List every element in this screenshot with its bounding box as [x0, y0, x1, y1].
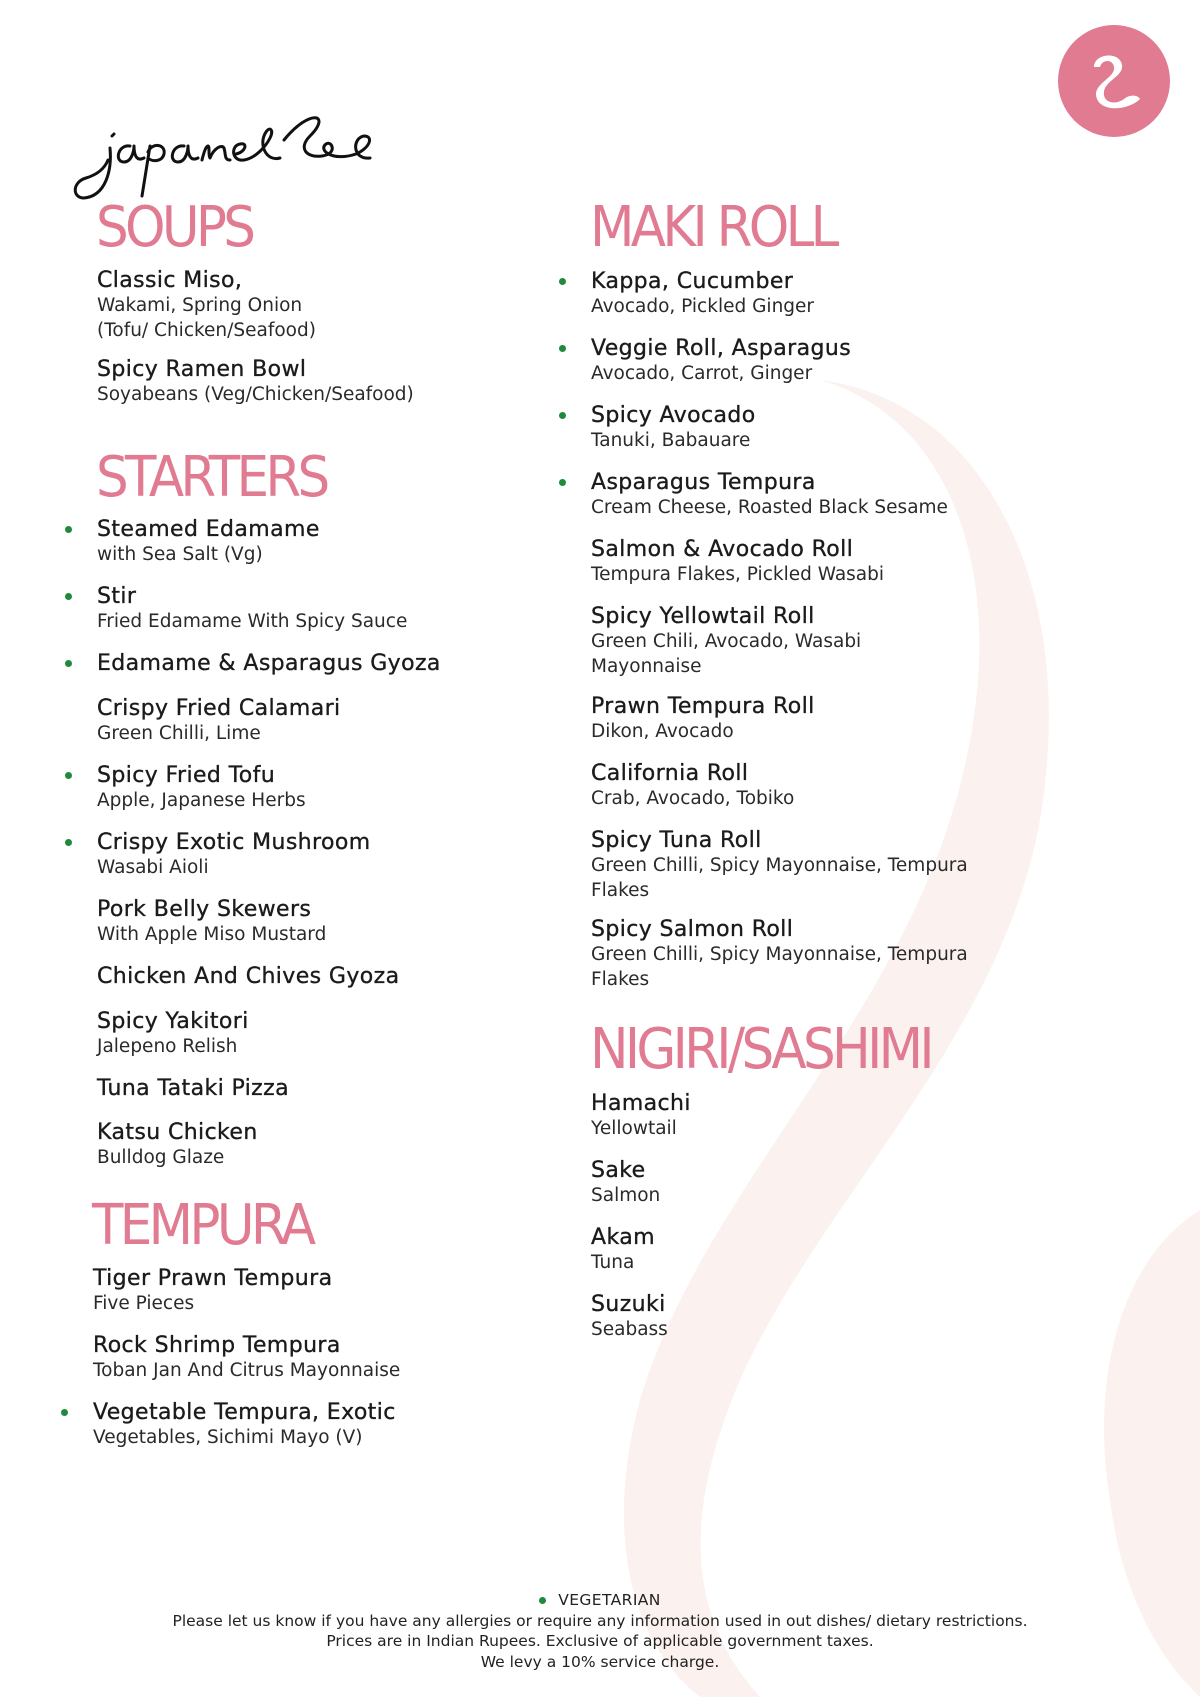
item-name: Spicy Avocado — [591, 403, 756, 428]
section-title-tempura: TEMPURA — [92, 1193, 313, 1258]
item-name: Spicy Yakitori — [97, 1009, 249, 1034]
item-name: Suzuki — [591, 1292, 666, 1317]
menu-item — [97, 517, 320, 567]
menu-item — [97, 897, 326, 947]
menu-item — [591, 694, 815, 744]
item-name: Asparagus Tempura — [591, 470, 816, 495]
item-name: Spicy Tuna Roll — [591, 828, 762, 853]
menu-item — [97, 830, 371, 880]
menu-item — [591, 1225, 655, 1275]
menu-item — [93, 1333, 400, 1383]
item-description: Flakes — [591, 880, 650, 901]
item-name: Prawn Tempura Roll — [591, 694, 815, 719]
menu-item — [97, 763, 306, 813]
item-name: Sake — [591, 1158, 646, 1183]
menu-item — [97, 964, 399, 989]
item-description: Dikon, Avocado — [591, 721, 734, 742]
menu-item — [591, 1158, 660, 1208]
item-description: Salmon — [591, 1185, 661, 1206]
vegetarian-dot-icon — [559, 278, 566, 285]
item-name: Crispy Fried Calamari — [97, 696, 341, 721]
menu-item — [591, 828, 968, 903]
vegetarian-dot-icon — [559, 412, 566, 419]
swan-logo-icon — [1058, 25, 1170, 137]
menu-item — [97, 651, 441, 676]
item-description: Mayonnaise — [591, 656, 702, 677]
item-name: Chicken And Chives Gyoza — [97, 964, 400, 989]
footer — [0, 1590, 1200, 1672]
item-name: Tiger Prawn Tempura — [93, 1266, 333, 1291]
menu-item — [591, 403, 756, 453]
menu-item — [97, 268, 316, 343]
item-name: Rock Shrimp Tempura — [93, 1333, 341, 1358]
menu-item — [591, 336, 851, 386]
menu-item — [591, 761, 794, 811]
vegetarian-dot-icon — [65, 839, 72, 846]
item-name: Vegetable Tempura, Exotic — [93, 1400, 396, 1425]
item-name: Spicy Fried Tofu — [97, 763, 276, 788]
vegetarian-dot-icon — [559, 345, 566, 352]
menu-item — [97, 1076, 289, 1101]
item-name: Kappa, Cucumber — [591, 269, 794, 294]
item-description: Vegetables, Sichimi Mayo (V) — [93, 1427, 363, 1448]
menu-item — [591, 1292, 668, 1342]
item-name: Akam — [591, 1225, 655, 1250]
section-title-maki-roll: MAKI ROLL — [590, 195, 836, 260]
item-name: Classic Miso, — [97, 268, 243, 293]
item-name: Spicy Salmon Roll — [591, 917, 794, 942]
menu-item — [591, 917, 968, 992]
section-title-nigiri-sashimi: NIGIRI/SASHIMI — [590, 1017, 931, 1082]
item-description: Green Chilli, Spicy Mayonnaise, Tempura — [591, 855, 968, 876]
menu-item — [97, 696, 341, 746]
item-description: Flakes — [591, 969, 650, 990]
item-description: with Sea Salt (Vg) — [97, 544, 263, 565]
item-description: Yellowtail — [591, 1118, 677, 1139]
item-description: Avocado, Carrot, Ginger — [591, 363, 813, 384]
item-description: Tanuki, Babauare — [591, 430, 751, 451]
item-description: Five Pieces — [93, 1293, 195, 1314]
item-description: Green Chilli, Spicy Mayonnaise, Tempura — [591, 944, 968, 965]
footer-note: We levy a 10% service charge. — [480, 1652, 720, 1671]
item-name: Spicy Ramen Bowl — [97, 357, 307, 382]
item-description: With Apple Miso Mustard — [97, 924, 327, 945]
vegetarian-dot-icon — [65, 772, 72, 779]
item-description: Wakami, Spring Onion — [97, 295, 303, 316]
item-description: Jalepeno Relish — [97, 1036, 238, 1057]
footer-note: Please let us know if you have any allergies or require any information used in out dishes/ dietary restrictions. — [172, 1611, 1028, 1630]
item-name: Stir — [97, 584, 137, 609]
footer-note: Prices are in Indian Rupees. Exclusive of applicable government taxes. — [326, 1632, 874, 1650]
vegetarian-dot-icon — [65, 526, 72, 533]
item-name: Crispy Exotic Mushroom — [97, 830, 371, 855]
menu-item — [591, 269, 814, 319]
item-description: Green Chili, Avocado, Wasabi — [591, 631, 862, 652]
item-description: Apple, Japanese Herbs — [97, 790, 306, 811]
item-name: Spicy Yellowtail Roll — [591, 604, 815, 629]
item-description: Fried Edamame With Spicy Sauce — [97, 611, 408, 632]
item-name: Hamachi — [591, 1091, 691, 1116]
item-description: Green Chilli, Lime — [97, 723, 261, 744]
menu-item — [591, 1091, 691, 1141]
item-name: Katsu Chicken — [97, 1120, 258, 1145]
item-description: Crab, Avocado, Tobiko — [591, 788, 795, 809]
item-description: Seabass — [591, 1319, 668, 1340]
vegetarian-legend — [0, 1590, 1200, 1611]
item-description: Tuna — [591, 1252, 635, 1273]
menu-item — [97, 357, 414, 407]
menu-item — [93, 1266, 332, 1316]
item-description: Cream Cheese, Roasted Black Sesame — [591, 497, 948, 518]
menu-item — [97, 584, 407, 634]
vegetarian-dot-icon — [65, 660, 72, 667]
item-name: California Roll — [591, 761, 749, 786]
menu-item — [591, 537, 884, 587]
vegetarian-dot-icon — [539, 1597, 546, 1604]
item-description: (Tofu/ Chicken/Seafood) — [97, 320, 316, 341]
vegetarian-dot-icon — [65, 593, 72, 600]
item-description: Wasabi Aioli — [97, 857, 209, 878]
item-description: Toban Jan And Citrus Mayonnaise — [93, 1360, 401, 1381]
menu-item — [591, 470, 948, 520]
japanese-script-logo — [70, 100, 410, 210]
section-title-starters: STARTERS — [96, 445, 327, 510]
vegetarian-dot-icon — [559, 479, 566, 486]
menu-item — [97, 1120, 258, 1170]
item-name: Steamed Edamame — [97, 517, 320, 542]
item-name: Edamame & Asparagus Gyoza — [97, 651, 441, 676]
item-name: Salmon & Avocado Roll — [591, 537, 854, 562]
legend-label: VEGETARIAN — [558, 1591, 661, 1609]
menu-item — [591, 604, 861, 679]
item-name: Tuna Tataki Pizza — [97, 1076, 289, 1101]
menu-item — [93, 1400, 396, 1450]
menu-item — [97, 1009, 249, 1059]
section-title-soups: SOUPS — [96, 195, 253, 260]
item-name: Pork Belly Skewers — [97, 897, 312, 922]
vegetarian-dot-icon — [61, 1409, 68, 1416]
item-description: Bulldog Glaze — [97, 1147, 225, 1168]
item-name: Veggie Roll, Asparagus — [591, 336, 852, 361]
item-description: Soyabeans (Veg/Chicken/Seafood) — [97, 384, 414, 405]
item-description: Avocado, Pickled Ginger — [591, 296, 815, 317]
item-description: Tempura Flakes, Pickled Wasabi — [591, 564, 885, 585]
